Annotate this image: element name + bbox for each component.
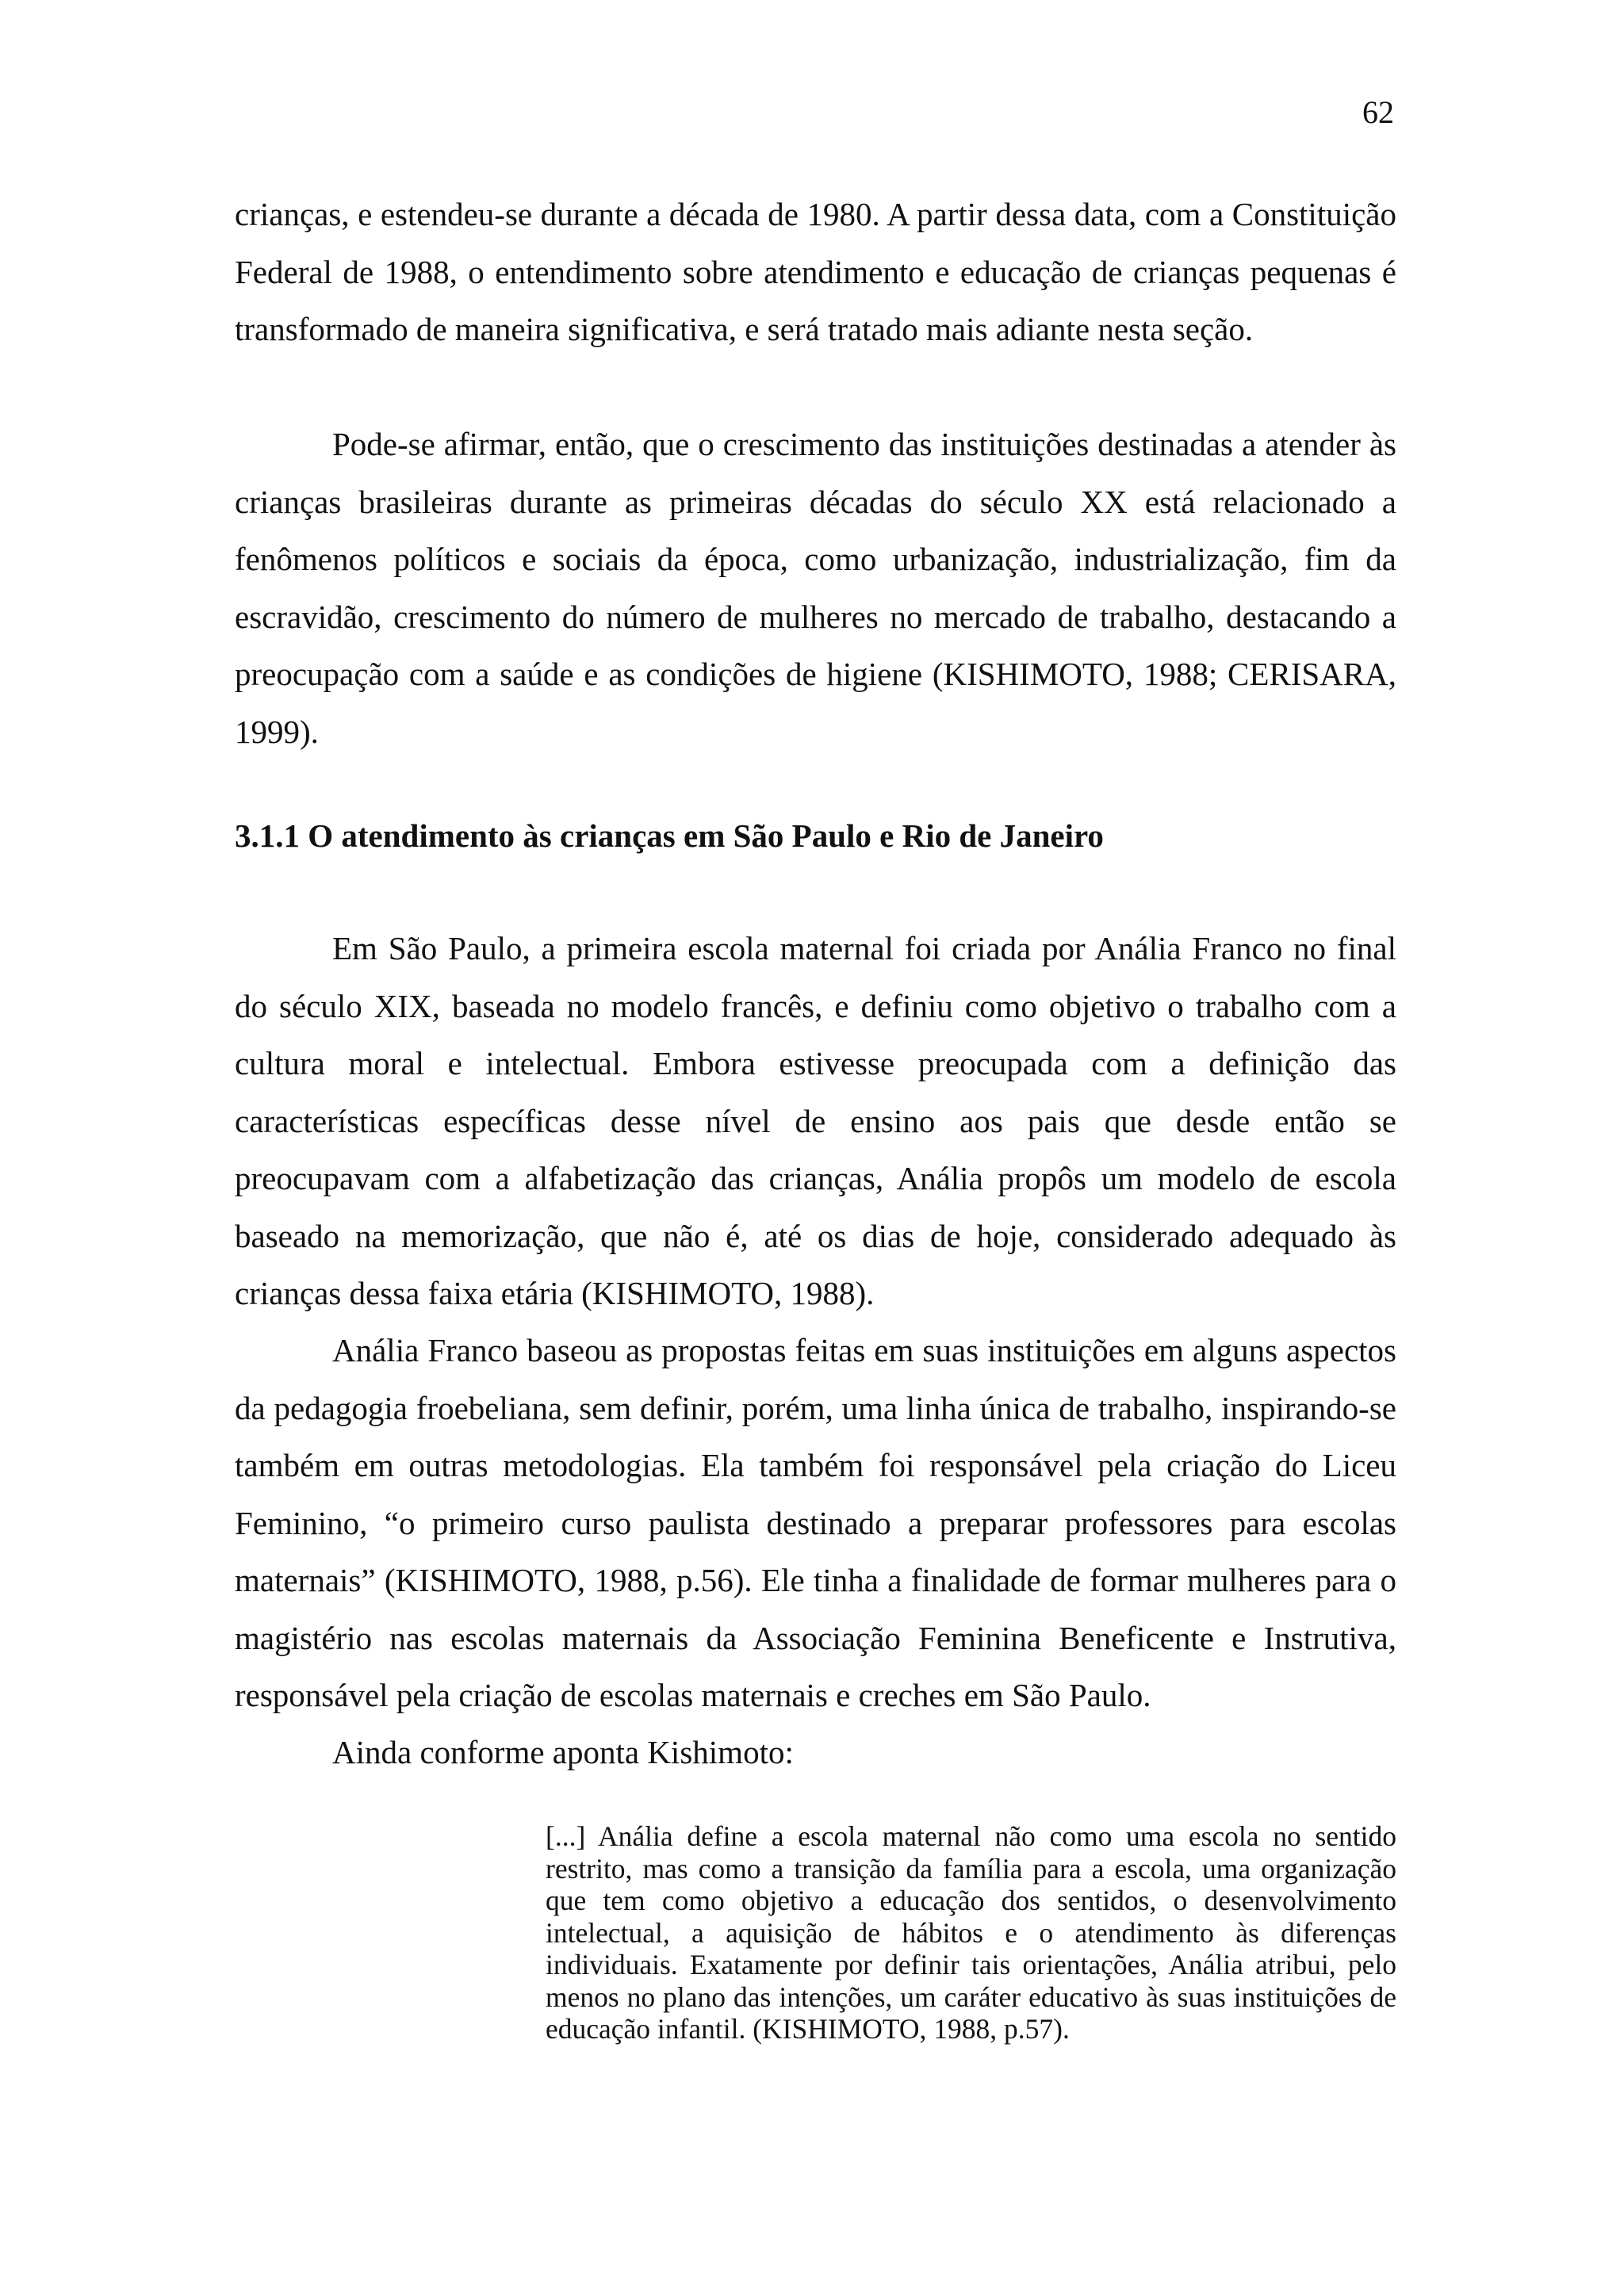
paragraph-sao-paulo-maternal-school: Em São Paulo, a primeira escola maternal foi criada por Anália Franco no final do século XIX, baseada no modelo francês, e definiu como objetivo o trabalho com a cultura moral e intelectual. Embora estivesse preocupada com a definição das características específicas desse nível de ensino aos pais que desde então se preocupavam com a alfabetização das crianças, Anália propôs um modelo de escola baseado na memorização, que não é, até os dias de hoje, considerado adequado às crianças dessa faixa etária (KISHIMOTO, 1988). [235,930,1396,1311]
page-number: 62 [1362,94,1394,130]
paragraph-institutions-growth: Pode-se afirmar, então, que o crescimento das instituições destinadas a atender às crianças brasileiras durante as primeiras décadas do século XX está relacionado a fenômenos políticos e sociais da época, como urbanização, industrialização, fim da escravidão, crescimento do número de mulheres no mercado de trabalho, destacando a preocupação com a saúde e as condições de higiene (KISHIMOTO, 1988; CERISARA, 1999). [235,426,1396,750]
paragraph-quote-intro: Ainda conforme aponta Kishimoto: [332,1734,794,1770]
block-quote: [...] Anália define a escola maternal não como uma escola no sentido restrito, mas como a transição da família para a escola, uma organização que tem como objetivo a educação dos sentidos, o desenvolvimento intelectual, a aquisição de hábitos e o atendimento às diferenças individuais. Exatamente por definir tais orientações, Anália atribui, pelo menos no plano das intenções, um caráter educativo às suas instituições de educação infantil. (KISHIMOTO, 1988, p.57). [546,1820,1396,2045]
paragraph-continuation: crianças, e estendeu-se durante a década de 1980. A partir dessa data, com a Constituição Federal de 1988, o entendimento sobre atendimento e educação de crianças pequenas é transformado de maneira significativa, e será tratado mais adiante nesta seção. [235,196,1396,347]
section-heading: 3.1.1 O atendimento às crianças em São Paulo e Rio de Janeiro [235,817,1104,854]
paragraph-analia-franco: Anália Franco baseou as propostas feitas em suas instituições em alguns aspectos da pedagogia froebeliana, sem definir, porém, uma linha única de trabalho, inspirando-se também em outras metodologias. Ela também foi responsável pela criação do Liceu Feminino, “o primeiro curso paulista destinado a preparar professores para escolas maternais” (KISHIMOTO, 1988, p.56). Ele tinha a finalidade de formar mulheres para o magistério nas escolas maternais da Associação Feminina Beneficente e Instrutiva, responsável pela criação de escolas maternais e creches em São Paulo. [235,1332,1396,1713]
